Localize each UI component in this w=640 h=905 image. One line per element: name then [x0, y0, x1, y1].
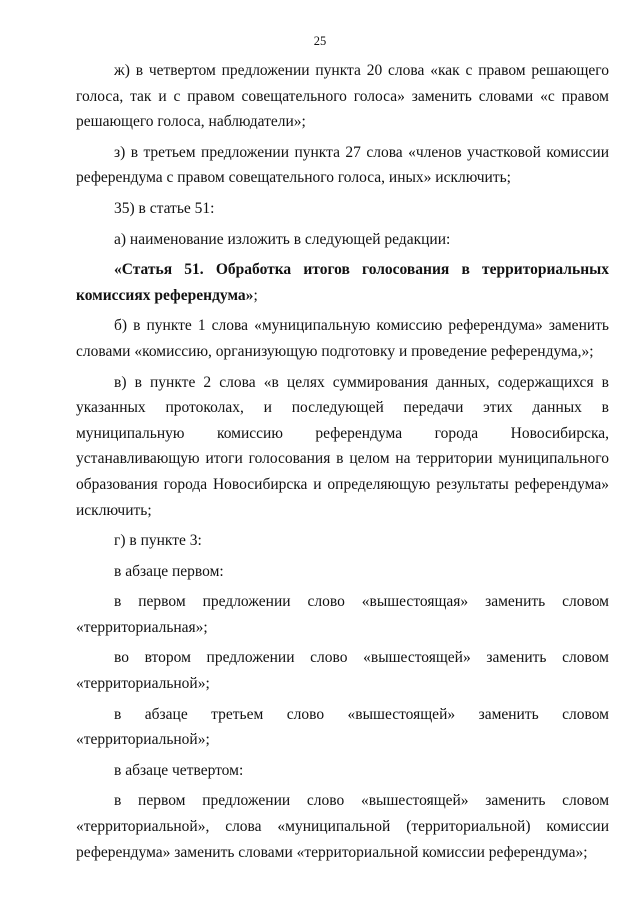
paragraph-z: з) в третьем предложении пункта 27 слова «членов участковой комиссии референдума с правом совещательного голоса, иных» исключить;: [76, 143, 609, 187]
document-body: [76, 58, 609, 870]
paragraph-b: б) в пункте 1 слова «муниципальную комиссию референдума» заменить словами «комиссию, организующую подготовку и проведение референдума,»;: [76, 317, 609, 360]
paragraph-article-title: [76, 257, 609, 308]
paragraph-fourth-abzac: в абзаце четвертом:: [114, 761, 244, 779]
paragraph-first-sentence: в первом предложении слово «вышестоящая» заменить словом «территориальная»;: [76, 593, 609, 636]
paragraph-item-35: 35) в статье 51:: [114, 199, 215, 217]
paragraph-first-abzac: в абзаце первом:: [114, 562, 224, 580]
page-number: 25: [313, 34, 327, 48]
article-title-tail: ;: [253, 286, 258, 304]
paragraph-v: в) в пункте 2 слова «в целях суммирования данных, содержащихся в указанных протоколах, и последующей передачи этих данных в муниципальную комиссию референдума города Новосибирска, устанавливающую итоги голосования в целом на территории муниципального образования города Новосибирска и определяющую результаты референдума» исключить;: [76, 373, 609, 519]
article-51-title: «Статья 51. Обработка итогов голосования в территориальных комиссиях референдума»: [76, 261, 609, 304]
paragraph-zh: ж) в четвертом предложении пункта 20 слова «как с правом решающего голоса, так и с правом совещательного голоса» заменить словами «с правом решающего голоса, наблюдатели»;: [76, 62, 609, 131]
paragraph-second-sentence: во втором предложении слово «вышестоящей» заменить словом «территориальной»;: [76, 649, 609, 693]
paragraph-g: г) в пункте 3:: [114, 532, 202, 550]
paragraph-fourth-first-sentence: в первом предложении слово «вышестоящей» заменить словом «территориальной», слова «муниципальной (территориальной) комиссии референдума» заменить словами «территориальной комиссии референдума»;: [76, 792, 609, 861]
paragraph-third-abzac: в абзаце третьем слово «вышестоящей» заменить словом «территориальной»;: [76, 705, 609, 749]
paragraph-a: а) наименование изложить в следующей редакции:: [114, 230, 451, 248]
